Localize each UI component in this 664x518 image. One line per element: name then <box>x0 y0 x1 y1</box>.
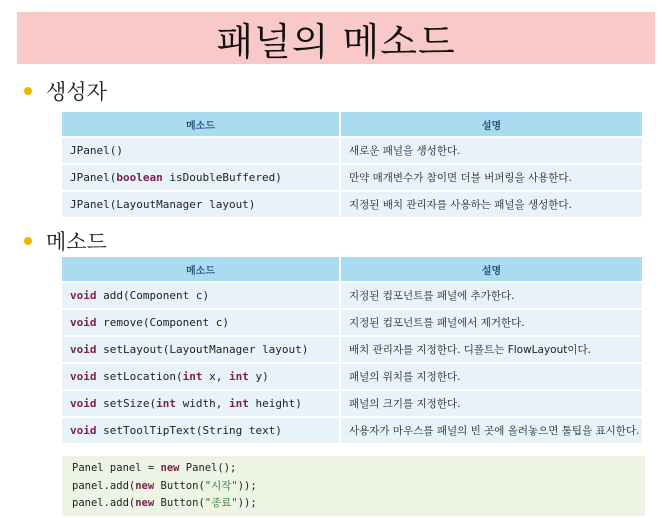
code-token: remove(Component c) <box>96 316 229 329</box>
method-description: 패널의 위치를 지정한다. <box>341 364 642 389</box>
code-token: panel.add( <box>72 479 136 492</box>
table-header-row <box>62 257 642 281</box>
table-row <box>62 418 642 443</box>
code-token: setSize( <box>96 397 157 410</box>
keyword-token: int <box>228 370 249 383</box>
method-description: 지정된 컴포넌트를 패널에서 제거한다. <box>341 310 642 335</box>
method-description: 배치 관리자를 지정한다. 디폴트는 FlowLayout이다. <box>341 337 642 362</box>
method-description: 새로운 패널을 생성한다. <box>341 138 642 163</box>
keyword-token: void <box>70 370 97 383</box>
code-token: width, <box>175 397 229 410</box>
method-signature <box>62 337 341 362</box>
method-signature <box>62 310 341 335</box>
title-banner <box>17 12 655 64</box>
table-row <box>62 337 642 362</box>
table-row <box>62 192 642 217</box>
code-token: JPanel() <box>70 144 123 157</box>
code-token: Panel panel = <box>72 462 161 474</box>
section-heading-label: 생성자 <box>46 80 107 104</box>
keyword-token: void <box>70 316 97 329</box>
code-token: JPanel( <box>70 171 117 184</box>
bullet-dot <box>24 237 32 245</box>
table-row <box>62 310 642 335</box>
code-token: JPanel(LayoutManager layout) <box>70 198 256 211</box>
method-signature <box>62 192 341 217</box>
table-row <box>62 283 642 308</box>
section-heading-methods <box>20 226 107 256</box>
code-token: isDoubleBuffered) <box>162 171 282 184</box>
code-token: )); <box>237 479 257 492</box>
code-example <box>62 456 645 516</box>
code-line <box>72 460 645 478</box>
code-token: Button( <box>154 479 205 492</box>
code-token: x, <box>202 370 229 383</box>
code-token: panel.add( <box>72 497 136 509</box>
keyword-token: new <box>135 497 155 509</box>
code-token: )); <box>237 497 257 509</box>
code-token: y) <box>248 370 269 383</box>
section-heading-constructors <box>20 76 107 106</box>
column-header-method: 메소드 <box>62 257 341 281</box>
string-token: "시작" <box>204 479 238 492</box>
method-description: 지정된 배치 관리자를 사용하는 패널을 생성한다. <box>341 192 642 217</box>
bullet-dot <box>24 87 32 95</box>
code-token: Panel(); <box>179 462 237 474</box>
keyword-token: void <box>70 343 97 356</box>
keyword-token: void <box>70 289 97 302</box>
method-description: 만약 매개변수가 참이면 더블 버퍼링을 사용한다. <box>341 165 642 190</box>
method-signature <box>62 283 341 308</box>
code-token: Button( <box>154 497 205 509</box>
column-header-description: 설명 <box>341 112 642 136</box>
method-signature <box>62 418 341 443</box>
keyword-token: int <box>182 370 203 383</box>
table-row <box>62 165 642 190</box>
method-signature <box>62 138 341 163</box>
table-row <box>62 364 642 389</box>
constructor-table <box>62 110 642 219</box>
keyword-token: new <box>135 479 155 492</box>
table-header-row <box>62 112 642 136</box>
method-description: 패널의 크기를 지정한다. <box>341 391 642 416</box>
table-row <box>62 391 642 416</box>
method-signature <box>62 391 341 416</box>
keyword-token: new <box>160 462 180 474</box>
code-line <box>72 478 645 496</box>
column-header-method: 메소드 <box>62 112 341 136</box>
code-token: setLayout(LayoutManager layout) <box>96 343 309 356</box>
method-signature <box>62 165 341 190</box>
code-token: add(Component c) <box>96 289 210 302</box>
method-signature <box>62 364 341 389</box>
table-row <box>62 138 642 163</box>
method-description: 지정된 컴포넌트를 패널에 추가한다. <box>341 283 642 308</box>
code-token: setToolTipText(String text) <box>96 424 282 437</box>
code-token: height) <box>248 397 302 410</box>
page-title: 패널의 메소드 <box>216 19 456 64</box>
method-table <box>62 255 642 445</box>
keyword-token: void <box>70 424 97 437</box>
code-token: setLocation( <box>96 370 183 383</box>
keyword-token: int <box>228 397 249 410</box>
keyword-token: void <box>70 397 97 410</box>
column-header-description: 설명 <box>341 257 642 281</box>
section-heading-label: 메소드 <box>46 230 107 254</box>
keyword-token: boolean <box>116 171 163 184</box>
method-description: 사용자가 마우스를 패널의 빈 곳에 올려놓으면 툴팁을 표시한다. <box>341 418 642 443</box>
keyword-token: int <box>156 397 176 410</box>
code-line <box>72 495 645 513</box>
string-token: "종료" <box>204 497 238 509</box>
